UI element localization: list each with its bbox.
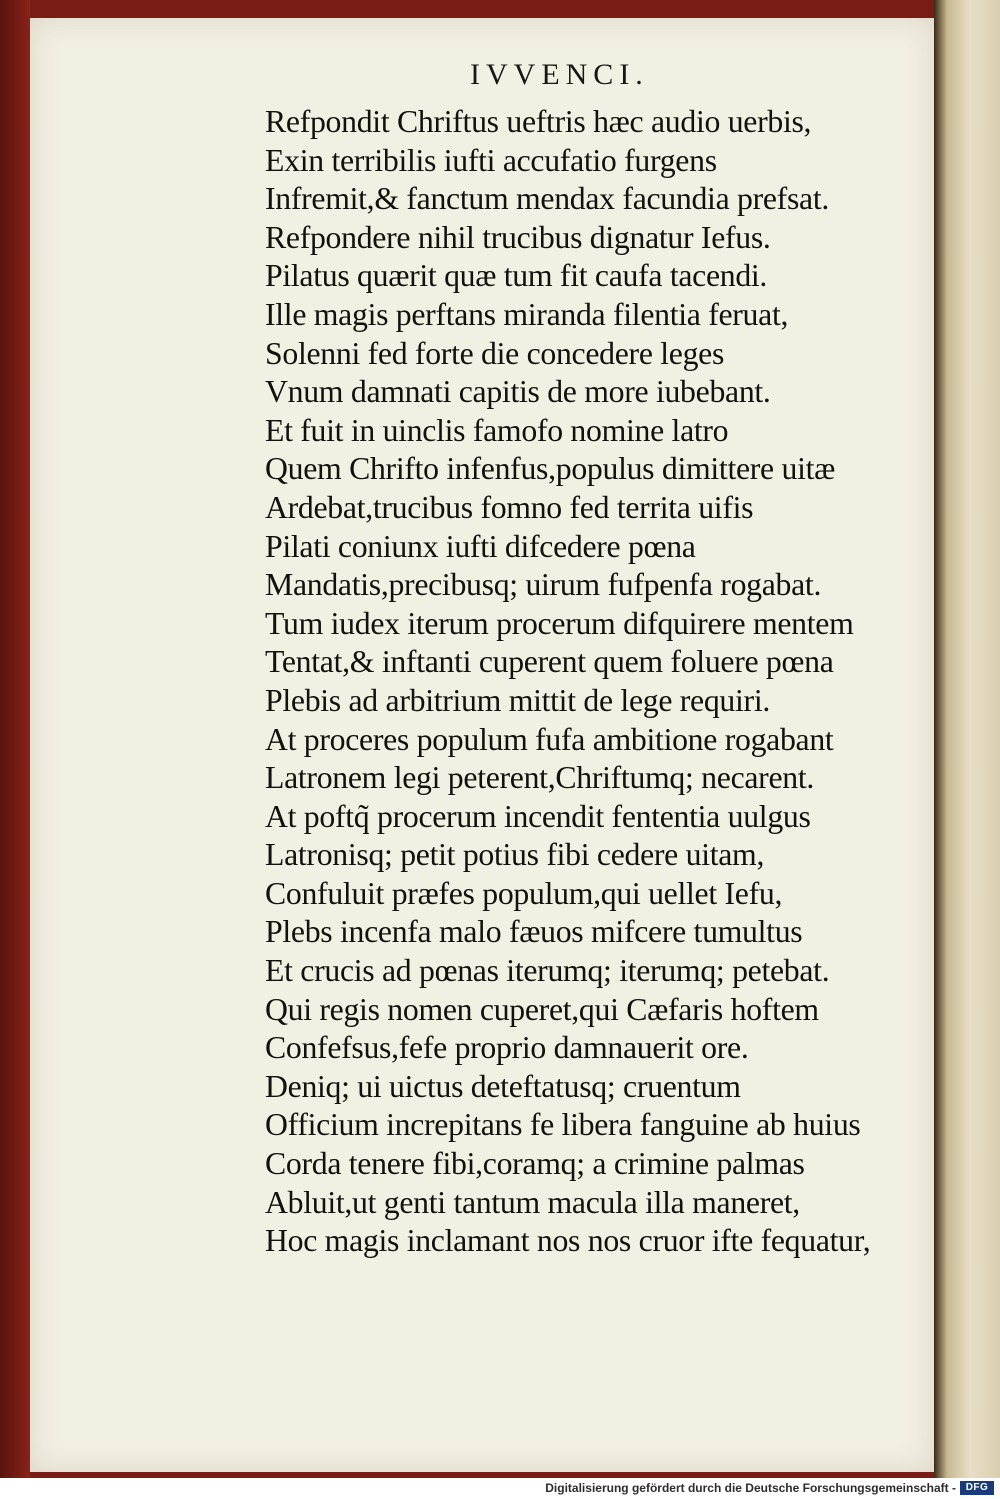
verse-line: Qui regis nomen cuperet,qui Cæfaris hoftem	[265, 990, 819, 1027]
verse-line: Confefsus,fefe proprio damnauerit ore.	[265, 1029, 749, 1066]
verse-line: Exin terribilis iufti accufatio furgens	[265, 141, 717, 178]
verse-line: Officium increpitans fe libera fanguine ab huius	[265, 1106, 861, 1143]
verse-line: Infremit,& fanctum mendax facundia prefsat.	[265, 180, 829, 217]
verse-line: Vnum damnati capitis de more iubebant.	[265, 373, 771, 410]
verse-line: Abluit,ut genti tantum macula illa maneret,	[265, 1183, 800, 1220]
facing-page-edge	[934, 0, 1000, 1478]
verse-line: Corda tenere fibi,coramq; a crimine palmas	[265, 1145, 805, 1182]
verse-line: Mandatis,precibusq; uirum fufpenfa rogabat.	[265, 566, 822, 603]
verse-line: At poftq̃ procerum incendit fententia uulgus	[265, 797, 811, 834]
running-head: IVVENCI.	[470, 58, 649, 91]
verse-line: Ille magis perftans miranda filentia feruat,	[265, 295, 789, 332]
verse-line: Latronisq; petit potius fibi cedere uitam,	[265, 836, 765, 873]
verse-line: Quem Chrifto infenfus,populus dimittere uitæ	[265, 450, 836, 487]
verse-line: Refpondit Chriftus ueftris hæc audio uerbis,	[265, 103, 812, 139]
verse-line: Pilati coniunx iufti difcedere pœna	[265, 527, 696, 564]
funding-credit: Digitalisierung gefördert durch die Deutsche Forschungsgemeinschaft -	[545, 1481, 956, 1495]
verse-line: Tum iudex iterum procerum difquirere mentem	[265, 604, 854, 641]
verse-line: Refpondere nihil trucibus dignatur Iefus.	[265, 218, 771, 255]
dfg-logo-icon: DFG	[960, 1481, 994, 1495]
verse-line: Tentat,& inftanti cuperent quem foluere pœna	[265, 643, 834, 680]
verse-line: Latronem legi peterent,Chriftumq; necarent.	[265, 759, 815, 796]
binding-shadow	[0, 0, 30, 1478]
verse-line: Plebs incenfa malo fæuos mifcere tumultus	[265, 913, 803, 950]
verse-line: Et crucis ad pœnas iterumq; iterumq; petebat.	[265, 952, 830, 989]
verse-line: Ardebat,trucibus fomno fed territa uifis	[265, 488, 754, 525]
verse-line: Confuluit præfes populum,qui uellet Iefu,	[265, 874, 783, 911]
verse-line: Deniq; ui uictus deteftatusq; cruentum	[265, 1067, 741, 1104]
verse-line: Pilatus quærit quæ tum fit caufa tacendi.	[265, 257, 768, 294]
verse-line: Et fuit in uinclis famofo nomine latro	[265, 411, 729, 448]
verse-line: Plebis ad arbitrium mittit de lege requiri.	[265, 681, 770, 718]
verse-line: Hoc magis inclamant nos nos cruor ifte fequatur,	[265, 1222, 871, 1259]
verse-line: Solenni fed forte die concedere leges	[265, 334, 725, 371]
verse-line: At proceres populum fufa ambitione rogabant	[265, 720, 834, 757]
verse-text-block	[265, 102, 940, 1260]
footer-bar	[0, 1478, 1000, 1499]
